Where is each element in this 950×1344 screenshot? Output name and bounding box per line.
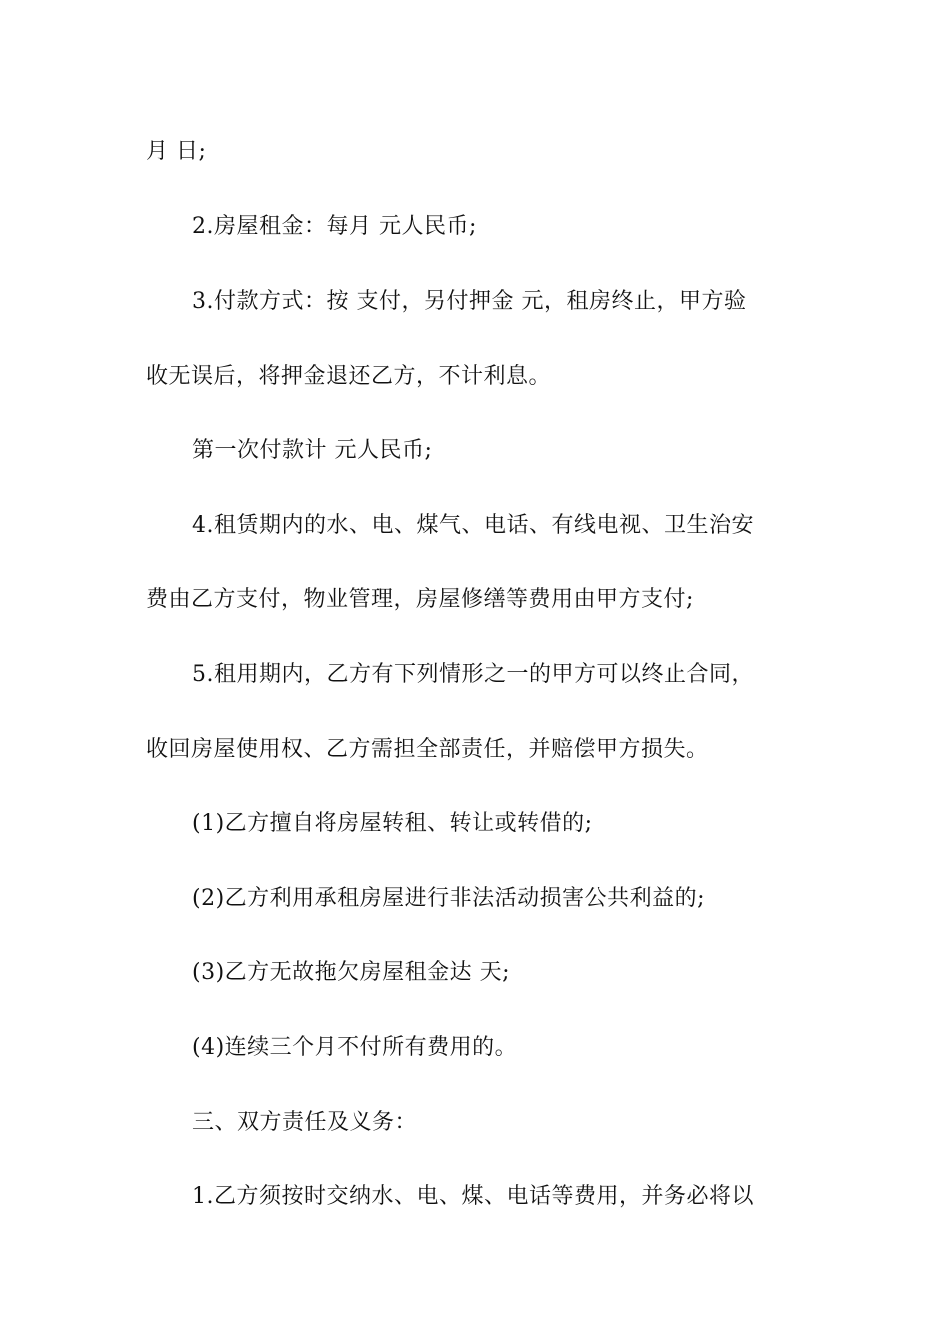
text-line-5: 第一次付款计 元人民币; <box>192 438 433 463</box>
text-line-13: (4)连续三个月不付所有费用的。 <box>192 1035 518 1060</box>
text-line-15: 1.乙方须按时交纳水、电、煤、电话等费用，并务必将以 <box>192 1184 754 1209</box>
text-line-7: 费由乙方支付，物业管理，房屋修缮等费用由甲方支付; <box>146 587 694 612</box>
text-line-10: (1)乙方擅自将房屋转租、转让或转借的; <box>192 811 593 836</box>
text-line-1: 月 日; <box>146 139 207 164</box>
text-line-8: 5.租用期内，乙方有下列情形之一的甲方可以终止合同， <box>192 662 754 687</box>
text-line-14: 三、双方责任及义务： <box>192 1110 418 1135</box>
text-line-4: 收无误后，将押金退还乙方，不计利息。 <box>146 364 552 389</box>
text-line-12: (3)乙方无故拖欠房屋租金达 天; <box>192 960 511 985</box>
text-line-2: 2.房屋租金：每月 元人民币; <box>192 214 477 239</box>
text-line-6: 4.租赁期内的水、电、煤气、电话、有线电视、卫生治安 <box>192 513 754 538</box>
text-line-9: 收回房屋使用权、乙方需担全部责任，并赔偿甲方损失。 <box>146 737 709 762</box>
text-line-3: 3.付款方式：按 支付，另付押金 元，租房终止，甲方验 <box>192 289 747 314</box>
text-line-11: (2)乙方利用承租房屋进行非法活动损害公共利益的; <box>192 886 706 911</box>
